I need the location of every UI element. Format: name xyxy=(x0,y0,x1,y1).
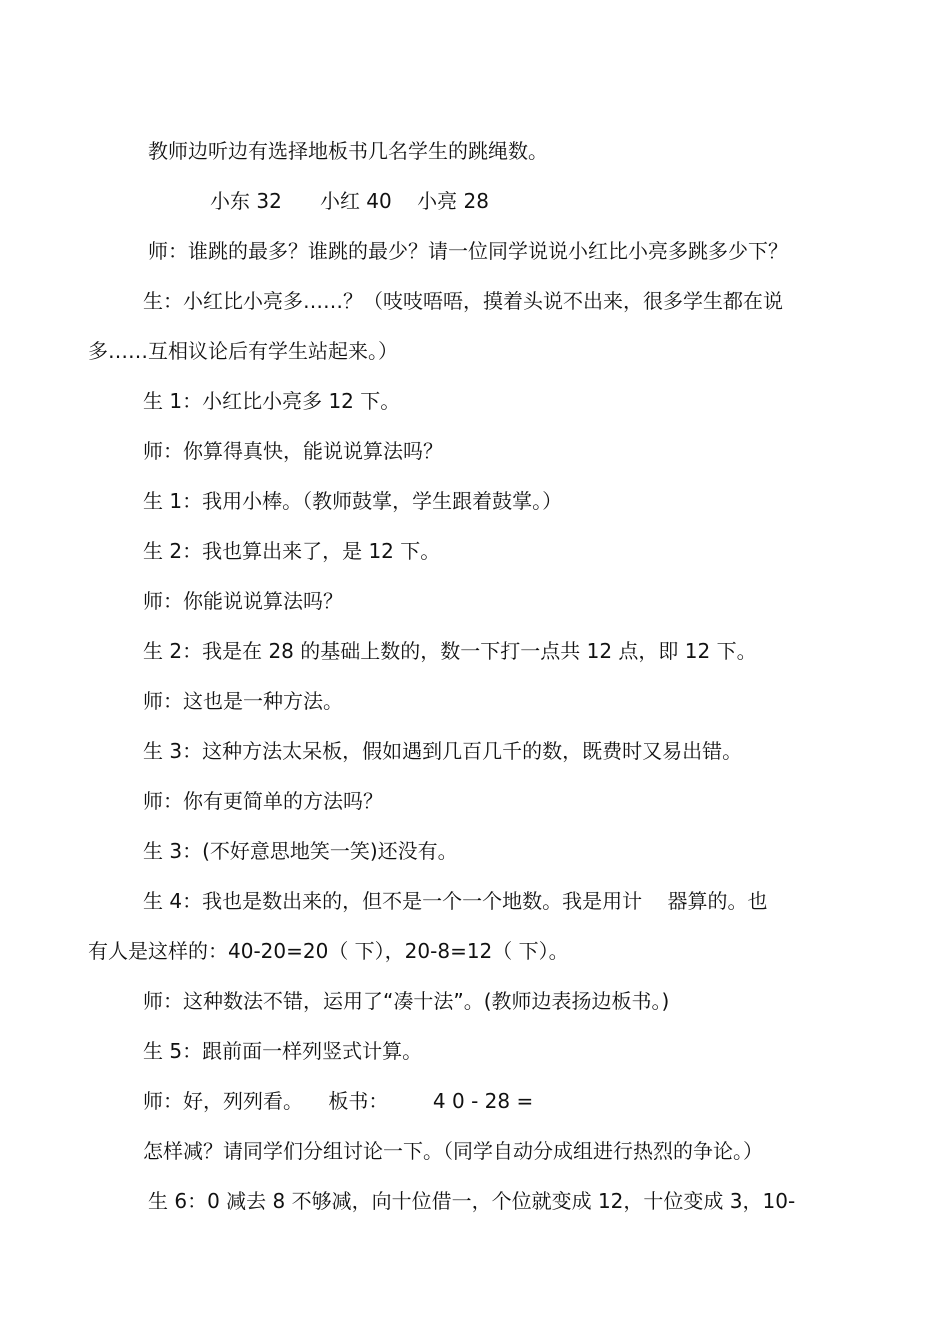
text-line: 师：这种数法不错，运用了“凑十法”。(教师边表扬边板书。) xyxy=(143,989,670,1013)
text-line: 生 4：我也是数出来的，但不是一个一个地数。我是用计 器算的。也 xyxy=(143,889,768,913)
text-line: 生 1：小红比小亮多 12 下。 xyxy=(143,389,401,413)
text-line: 师：这也是一种方法。 xyxy=(143,689,343,713)
text-line: 生：小红比小亮多……？（吱吱唔唔，摸着头说不出来，很多学生都在说 xyxy=(143,289,783,313)
text-line: 怎样减？请同学们分组讨论一下。（同学自动分成组进行热烈的争论。） xyxy=(143,1139,763,1163)
text-line: 生 3：这种方法太呆板，假如遇到几百几千的数，既费时又易出错。 xyxy=(143,739,743,763)
text-line: 多……互相议论后有学生站起来。） xyxy=(88,339,398,363)
text-line: 师：你有更简单的方法吗？ xyxy=(143,789,383,813)
text-line-scores: 小东 32 小红 40 小亮 28 xyxy=(210,189,489,213)
text-line: 生 6：0 减去 8 不够减，向十位借一，个位就变成 12，十位变成 3，10- xyxy=(148,1189,796,1213)
text-line: 生 5：跟前面一样列竖式计算。 xyxy=(143,1039,423,1063)
text-line: 生 1：我用小棒。（教师鼓掌，学生跟着鼓掌。） xyxy=(143,489,563,513)
text-line: 有人是这样的：40-20=20（ 下），20-8=12（ 下）。 xyxy=(88,939,569,963)
text-line: 生 2：我是在 28 的基础上数的，数一下打一点共 12 点，即 12 下。 xyxy=(143,639,757,663)
text-line-board: 师：好，列列看。 板书： 4 0 - 28 = xyxy=(143,1089,534,1113)
text-line: 教师边听边有选择地板书几名学生的跳绳数。 xyxy=(148,139,548,163)
text-line: 生 3：(不好意思地笑一笑)还没有。 xyxy=(143,839,458,863)
text-line: 师：你能说说算法吗？ xyxy=(143,589,343,613)
text-line: 生 2：我也算出来了，是 12 下。 xyxy=(143,539,441,563)
text-line: 师：你算得真快，能说说算法吗？ xyxy=(143,439,443,463)
text-line: 师：谁跳的最多？谁跳的最少？请一位同学说说小红比小亮多跳多少下？ xyxy=(148,239,788,263)
